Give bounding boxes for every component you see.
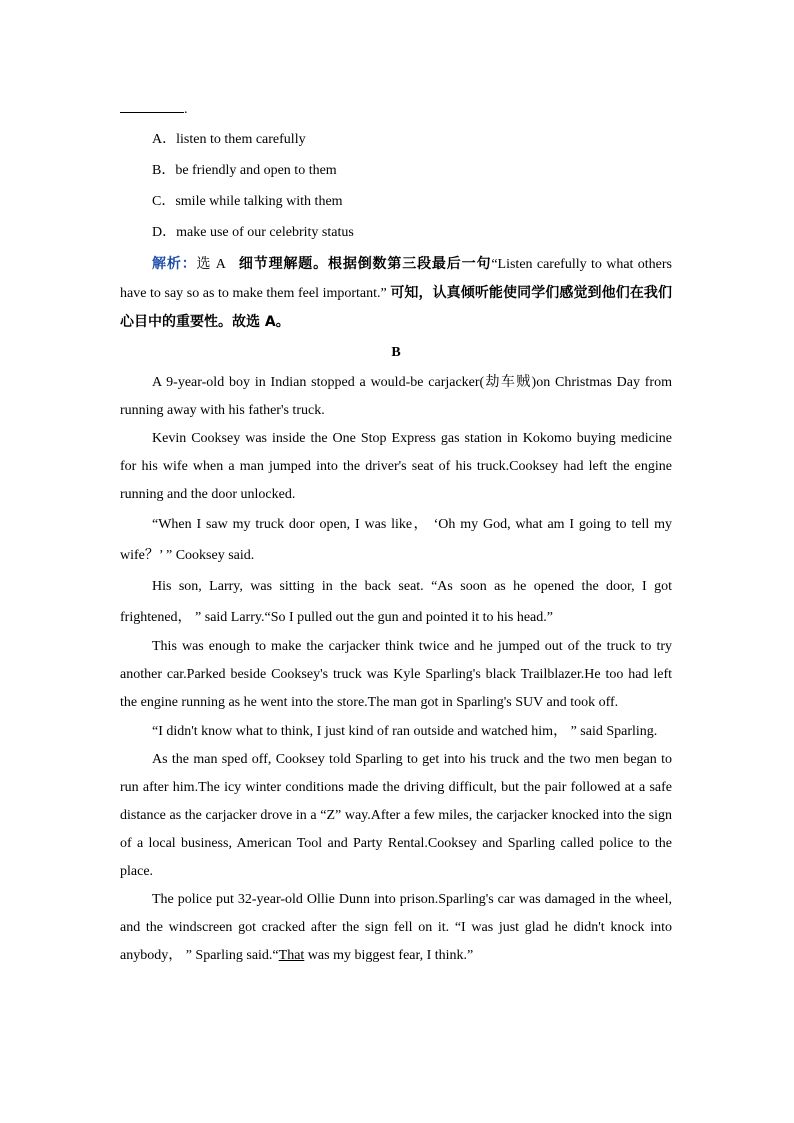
passage-paragraph: A 9-year-old boy in Indian stopped a would-be carjacker(劫车贼)on Christmas Day from running away with his father's truck.: [120, 375, 672, 418]
passage-paragraph-last: [120, 886, 672, 970]
option-letter: C．: [152, 194, 176, 209]
option-text: listen to them carefully: [176, 132, 306, 147]
answer-blank-line: [120, 96, 672, 124]
option-d: [120, 217, 672, 248]
analysis-text-1: 细节理解题。根据倒数第三段最后一句: [238, 256, 492, 272]
analysis-label: 解析：: [152, 257, 197, 272]
passage-paragraph: As the man sped off, Cooksey told Sparling to get into his truck and the two men began to run after him.The icy winter conditions made the driving difficult, but the pair followed at a safe distance as the carjacker drove in a “Z” way.After a few miles, the carjacker knocked into the sign of a local business, American Tool and Party Rental.Cooksey and Sparling called police to the place.: [120, 752, 672, 879]
option-text: smile while talking with them: [175, 194, 343, 209]
passage-paragraph: His son, Larry, was sitting in the back seat. “As soon as he opened the door, I got frightened， ” said Larry.“So I pulled out the gun and pointed it to his head.”: [120, 579, 672, 625]
passage-paragraph: Kevin Cooksey was inside the One Stop Express gas station in Kokomo buying medicine for his wife when a man jumped into the driver's seat of his truck.Cooksey had left the engine running and the door unlocked.: [120, 431, 672, 502]
option-letter: D．: [152, 225, 177, 240]
document-content: [120, 96, 672, 970]
answer-blank: [120, 96, 184, 113]
analysis-text-2: 可知，认真倾听能使同学们感觉到他们在我们心目中的重要性。故选 A。: [120, 285, 673, 330]
option-letter: B．: [152, 163, 176, 178]
option-a: [120, 124, 672, 155]
passage-paragraph: “When I saw my truck door open, I was like， ‘Oh my God, what am I going to tell my wife？’ ” Cooksey said.: [120, 517, 672, 563]
passage-paragraph: This was enough to make the carjacker think twice and he jumped out of the truck to try another car.Parked beside Cooksey's truck was Kyle Sparling's black Trailblazer.He too had left the engine running as he went into the store.The man got in Sparling's SUV and took off.: [120, 639, 672, 710]
passage-paragraph: “I didn't know what to think, I just kind of ran outside and watched him， ” said Sparling.: [152, 724, 658, 739]
option-text: make use of our celebrity status: [176, 225, 354, 240]
answer-analysis: [120, 250, 672, 337]
option-b: [120, 155, 672, 186]
option-text: be friendly and open to them: [175, 163, 337, 178]
analysis-answer: 选 A: [196, 257, 226, 272]
option-c: [120, 186, 672, 217]
underlined-word: That: [278, 948, 305, 963]
analysis-quote: “Listen carefully to what others have to say so as to make them feel important.”: [120, 257, 672, 301]
paragraph-text: was my biggest fear, I think.”: [304, 948, 474, 963]
paragraph-text: The police put 32-year-old Ollie Dunn into prison.Sparling's car was damaged in the wheel, and the windscreen got cracked after the sign fell on it. “I was just glad he didn't knock into anybody， ” Sparling said.“: [120, 892, 672, 963]
option-letter: A．: [152, 132, 177, 147]
section-title: B: [391, 345, 401, 360]
blank-suffix: .: [184, 102, 188, 117]
